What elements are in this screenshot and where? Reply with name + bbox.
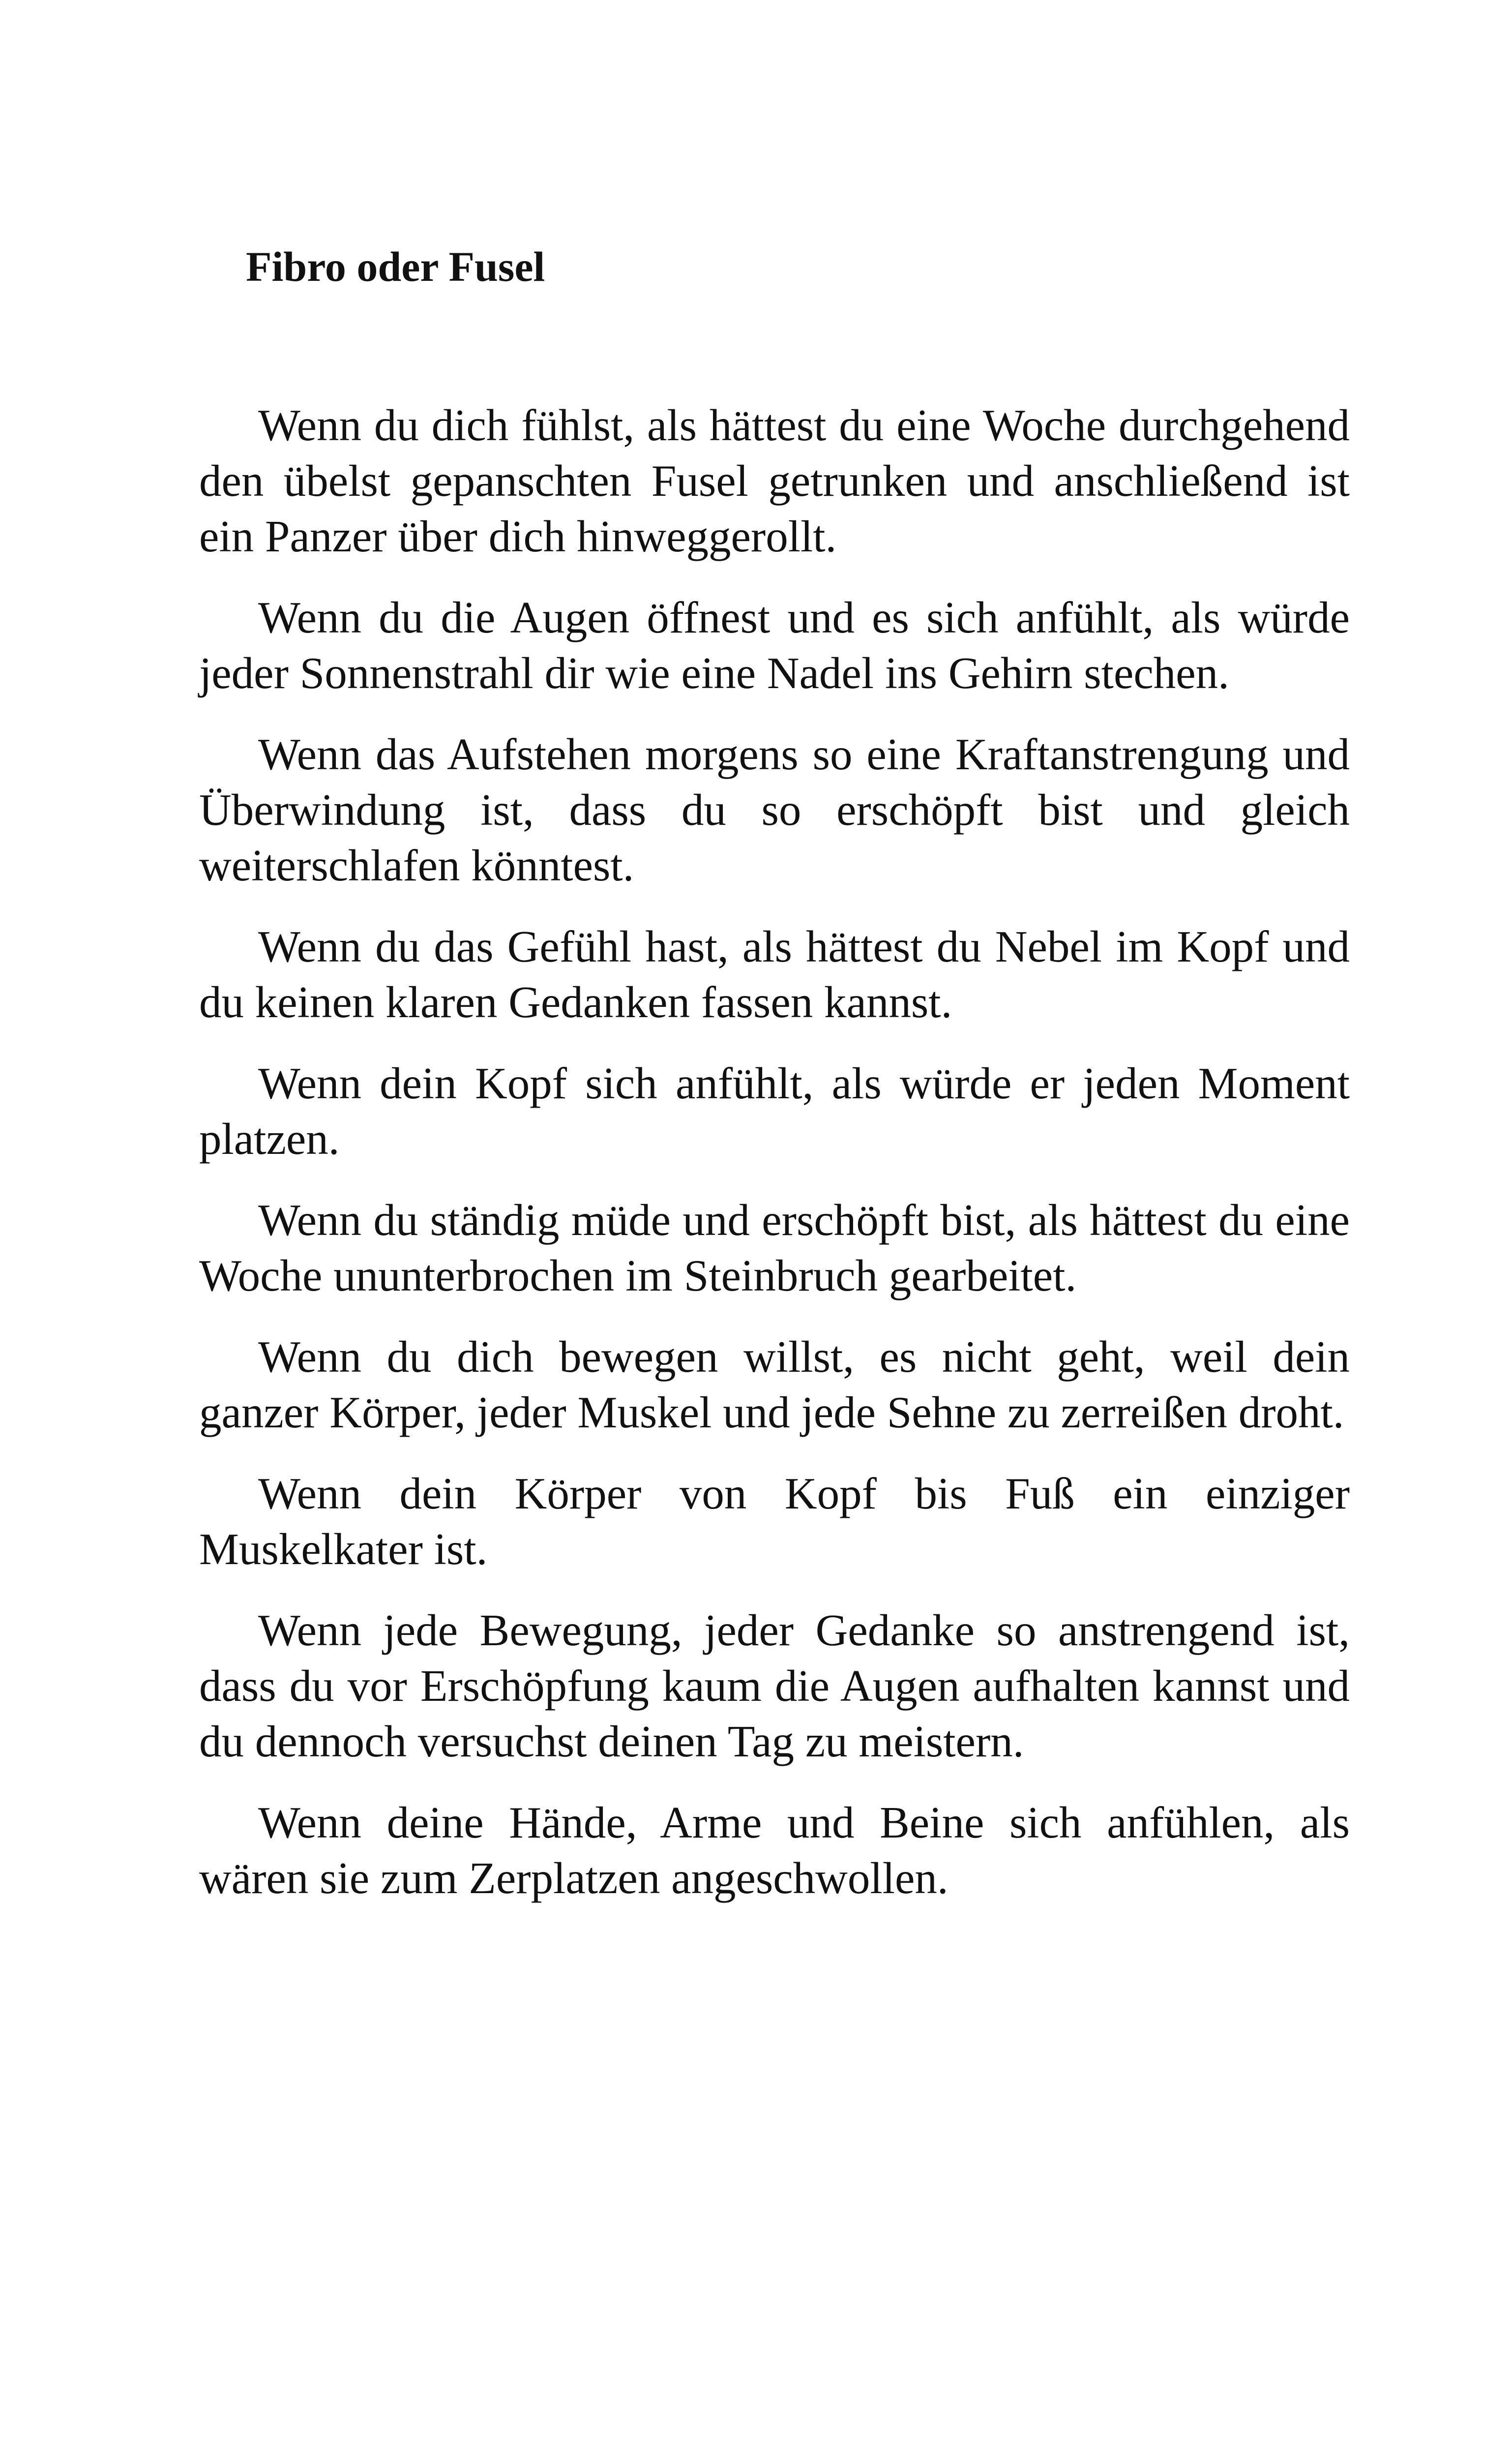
paragraph: Wenn jede Bewegung, jeder Gedanke so anstrengend ist, dass du vor Erschöpfung kaum die Augen aufhalten kannst und du dennoch versuchst deinen Tag zu meistern. [199,1605,1350,1766]
paragraph: Wenn du dich fühlst, als hättest du eine Woche durchgehend den übelst gepanschten Fusel getrunken und anschließend ist ein Panzer über dich hinweggerollt. [199,400,1350,561]
paragraph: Wenn das Aufstehen morgens so eine Kraftanstrengung und Überwindung ist, dass du so erschöpft bist und gleich weiterschlafen könntest. [199,729,1350,890]
paragraph: Wenn dein Körper von Kopf bis Fuß ein einziger Muskelkater ist. [199,1469,1350,1574]
paragraph: Wenn dein Kopf sich anfühlt, als würde er jeden Moment platzen. [199,1058,1350,1164]
body-text [199,397,1350,1931]
paragraph: Wenn du die Augen öffnest und es sich anfühlt, als würde jeder Sonnenstrahl dir wie eine Nadel ins Gehirn stechen. [199,593,1350,698]
paragraph: Wenn du das Gefühl hast, als hättest du Nebel im Kopf und du keinen klaren Gedanken fassen kannst. [199,922,1350,1027]
paragraph: Wenn deine Hände, Arme und Beine sich anfühlen, als wären sie zum Zerplatzen angeschwollen. [199,1798,1350,1903]
paragraph: Wenn du ständig müde und erschöpft bist, als hättest du eine Woche ununterbrochen im Steinbruch gearbeitet. [199,1195,1350,1300]
paragraph: Wenn du dich bewegen willst, es nicht geht, weil dein ganzer Körper, jeder Muskel und jede Sehne zu zerreißen droht. [199,1332,1350,1437]
chapter-title: Fibro oder Fusel [246,243,545,290]
